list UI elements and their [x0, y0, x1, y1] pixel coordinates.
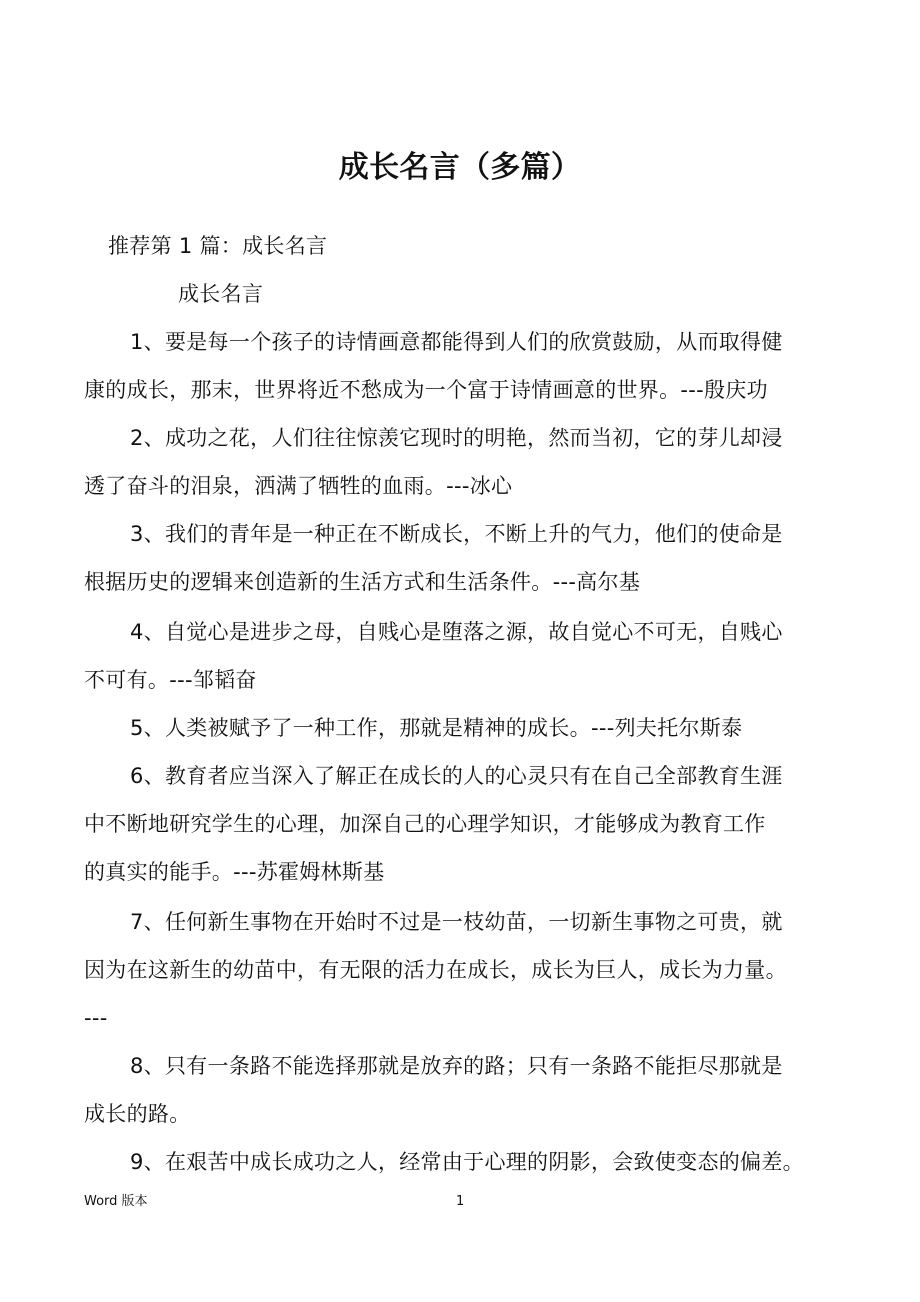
body-line: 8、只有一条路不能选择那就是放弃的路；只有一条路不能拒尽那就是	[130, 1054, 783, 1078]
document-title: 成长名言（多篇）	[338, 150, 582, 185]
body-line: 透了奋斗的泪泉，洒满了牺牲的血雨。---冰心	[84, 474, 513, 498]
body-line: 4、自觉心是进步之母，自贱心是堕落之源，故自觉心不可无，自贱心	[130, 620, 783, 644]
body-line: 2、成功之花，人们往往惊羡它现时的明艳，然而当初，它的芽儿却浸	[130, 426, 783, 450]
body-line: 1、要是每一个孩子的诗情画意都能得到人们的欣赏鼓励，从而取得健	[130, 330, 783, 354]
body-line: ---	[84, 1006, 108, 1030]
body-line: 9、在艰苦中成长成功之人，经常由于心理的阴影，会致使变态的偏差。	[130, 1150, 804, 1174]
subheading: 推荐第 1 篇：成长名言	[108, 234, 328, 258]
body-line: 的真实的能手。---苏霍姆林斯基	[84, 860, 385, 884]
body-line: 3、我们的青年是一种正在不断成长，不断上升的气力，他们的使命是	[130, 522, 783, 546]
page-number: 1	[456, 1194, 465, 1209]
section-title: 成长名言	[178, 282, 264, 306]
body-line: 康的成长，那末，世界将近不愁成为一个富于诗情画意的世界。---殷庆功	[84, 378, 768, 402]
body-line: 根据历史的逻辑来创造新的生活方式和生活条件。---高尔基	[84, 570, 641, 594]
footer-label: Word 版本	[84, 1194, 148, 1209]
body-line: 中不断地研究学生的心理，加深自己的心理学知识，才能够成为教育工作	[84, 812, 766, 836]
body-line: 因为在这新生的幼苗中，有无限的活力在成长，成长为巨人，成长为力量。	[84, 958, 787, 982]
body-line: 7、任何新生事物在开始时不过是一枝幼苗，一切新生事物之可贵，就	[130, 910, 783, 934]
body-line: 不可有。---邹韬奋	[84, 668, 257, 692]
body-line: 6、教育者应当深入了解正在成长的人的心灵只有在自己全部教育生涯	[130, 764, 783, 788]
body-line: 成长的路。	[84, 1102, 191, 1126]
body-line: 5、人类被赋予了一种工作，那就是精神的成长。---列夫托尔斯泰	[130, 716, 743, 740]
